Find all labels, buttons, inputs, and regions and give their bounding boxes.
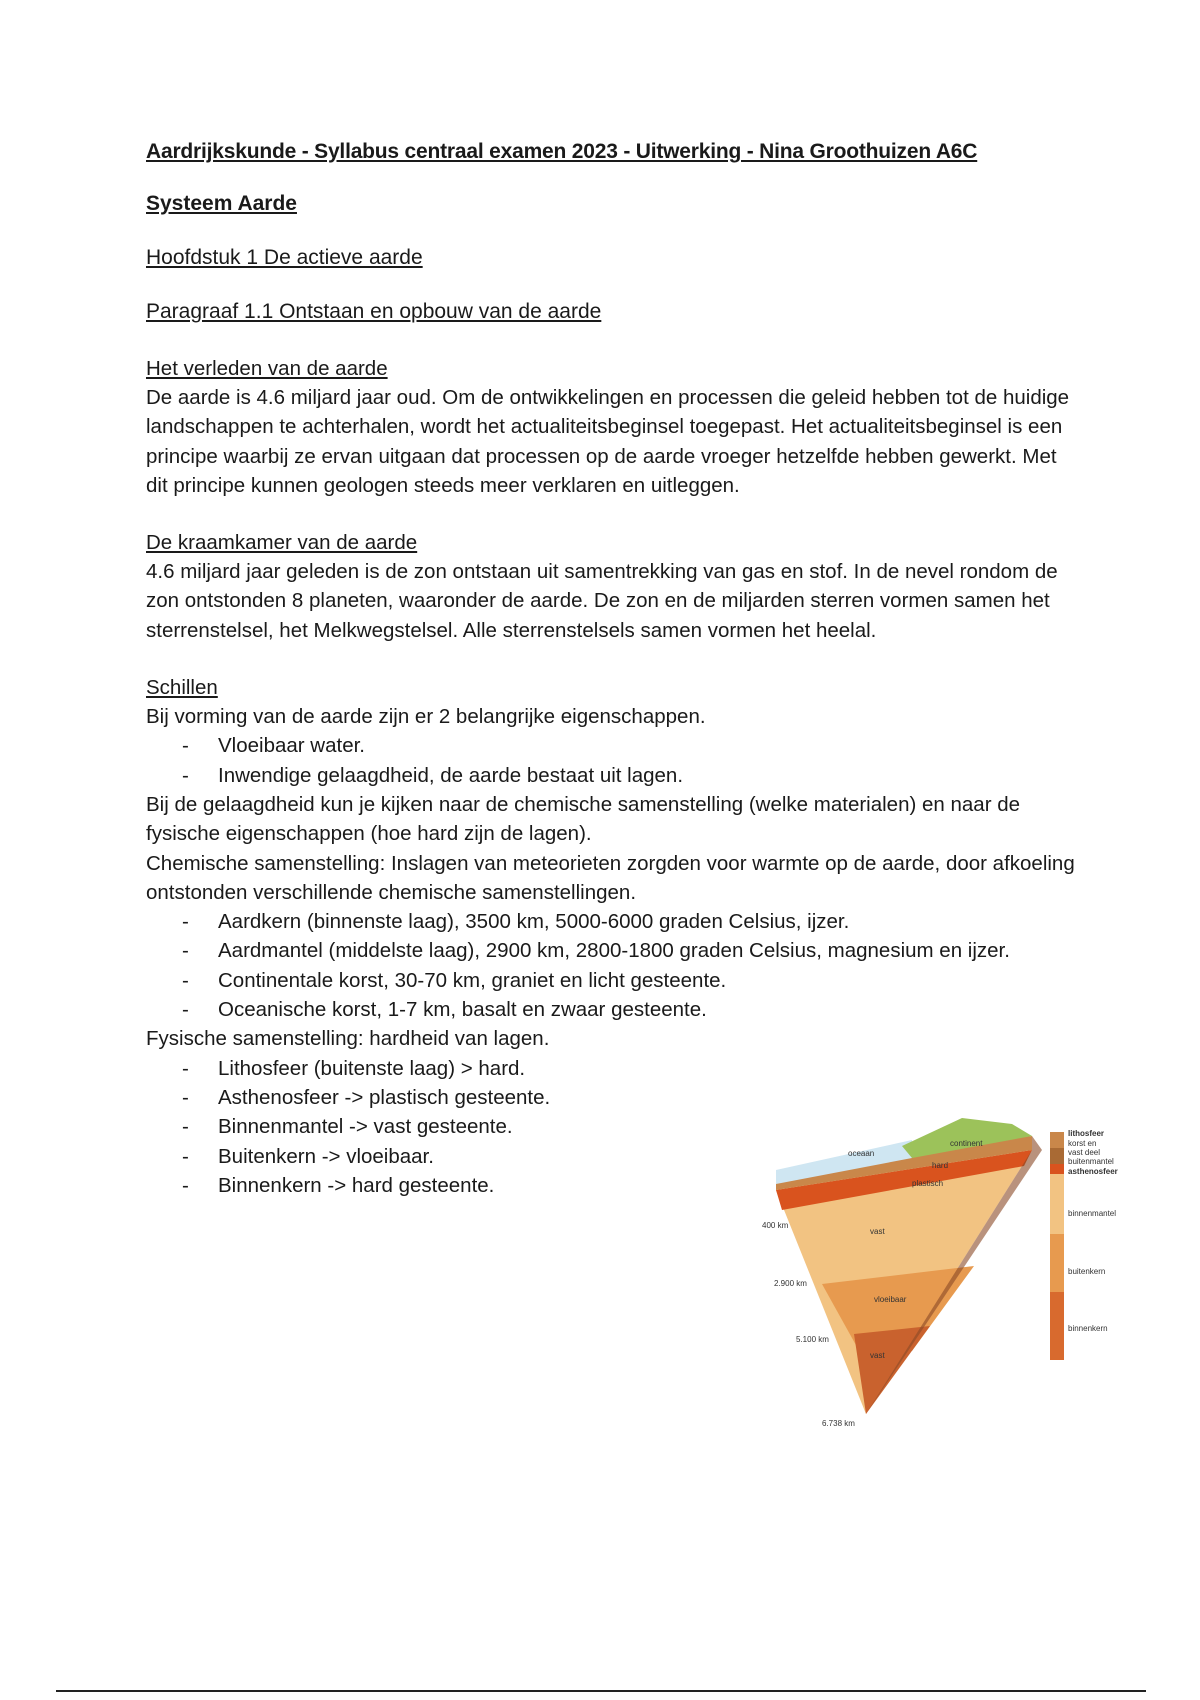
list-item: - Aardkern (binnenste laag), 3500 km, 5000-6000 graden Celsius, ijzer. (146, 907, 1076, 936)
paragraph-heading: Paragraaf 1.1 Ontstaan en opbouw van de aarde (146, 300, 602, 323)
page-bottom-rule (56, 1690, 1146, 1692)
kraamkamer-heading: De kraamkamer van de aarde (146, 531, 418, 555)
legend-buitenmantel: buitenmantel (1068, 1157, 1114, 1166)
ocean-label: oceaan (848, 1149, 875, 1158)
list-item: - Asthenosfeer -> plastisch gesteente. (146, 1083, 738, 1112)
chapter-heading: Hoofdstuk 1 De actieve aarde (146, 246, 423, 269)
verleden-heading: Het verleden van de aarde (146, 357, 388, 380)
legend-swatch (1050, 1292, 1064, 1360)
list-item: - Inwendige gelaagdheid, de aarde bestaat uit lagen. (146, 761, 1076, 790)
list-item: - Binnenkern -> hard gesteente. (146, 1171, 738, 1200)
schillen-heading: Schillen (146, 676, 218, 700)
list-item: - Binnenmantel -> vast gesteente. (146, 1112, 738, 1141)
legend-binnenkern: binnenkern (1068, 1324, 1108, 1333)
depth-label: 2.900 km (774, 1279, 807, 1288)
list-item: - Vloeibaar water. (146, 731, 1076, 760)
section-kraamkamer (146, 528, 1076, 645)
depth-label: 5.100 km (796, 1335, 829, 1344)
legend-binnenmantel: binnenmantel (1068, 1209, 1117, 1218)
hard-label: hard (932, 1161, 949, 1170)
legend-korst: korst en (1068, 1139, 1097, 1148)
document-page (146, 140, 1076, 1228)
depth-label: 400 km (762, 1221, 789, 1230)
continent-label: continent (950, 1139, 983, 1148)
section-heading: Systeem Aarde (146, 192, 297, 215)
properties-list (146, 731, 1076, 790)
list-item: - Continentale korst, 30-70 km, graniet en licht gesteente. (146, 966, 738, 995)
vast-core-label: vast (870, 1351, 885, 1360)
legend-asthenosfeer: asthenosfeer (1068, 1167, 1118, 1176)
kraamkamer-text: 4.6 miljard jaar geleden is de zon ontstaan uit samentrekking van gas en stof. In de nevel rondom de zon ontstonden 8 planeten, waaronder de aarde. De zon en de miljarden sterren vormen samen het sterrenstelsel, het Melkwegstelsel. Alle sterrenstelsels samen vormen het heelal. (146, 560, 1058, 642)
depth-label: 6.738 km (822, 1419, 855, 1426)
legend-swatch (1050, 1234, 1064, 1292)
chemisch-text: Chemische samenstelling: Inslagen van meteorieten zorgden voor warmte op de aarde, door afkoeling ontstonden verschillende chemische samenstellingen. (146, 851, 1075, 904)
gelaagdheid-text: Bij de gelaagdheid kun je kijken naar de chemische samenstelling (welke materialen) en naar de fysische eigenschappen (hoe hard zijn de lagen). (146, 792, 1021, 846)
vast-label: vast (870, 1227, 885, 1236)
legend-vast-deel: vast deel (1068, 1148, 1101, 1157)
legend-swatch (1050, 1148, 1064, 1164)
earth-layers-diagram (762, 1106, 1134, 1426)
document-title: Aardrijkskunde - Syllabus centraal examen 2023 - Uitwerking - Nina Groothuizen A6C (146, 140, 978, 163)
fysisch-text: Fysische samenstelling: hardheid van lagen. (146, 1027, 550, 1051)
plastisch-label: plastisch (912, 1179, 944, 1188)
earth-layers-svg (762, 1106, 1134, 1426)
legend-lithosfeer: lithosfeer (1068, 1129, 1105, 1138)
list-item: - Buitenkern -> vloeibaar. (146, 1142, 738, 1171)
legend-swatch (1050, 1132, 1064, 1148)
chemisch-list (146, 907, 1076, 1024)
legend-buitenkern: buitenkern (1068, 1267, 1106, 1276)
list-item: - Lithosfeer (buitenste laag) > hard. (146, 1054, 738, 1083)
vloeibaar-label: vloeibaar (874, 1295, 907, 1304)
section-verleden (146, 354, 1076, 500)
legend-swatch (1050, 1164, 1064, 1174)
legend-swatch (1050, 1174, 1064, 1234)
list-item: - Oceanische korst, 1-7 km, basalt en zwaar gesteente. (146, 995, 738, 1024)
list-item: - Aardmantel (middelste laag), 2900 km, 2800-1800 graden Celsius, magnesium en ijzer. (146, 936, 1076, 965)
schillen-intro: Bij vorming van de aarde zijn er 2 belangrijke eigenschappen. (146, 705, 706, 729)
verleden-text: De aarde is 4.6 miljard jaar oud. Om de ontwikkelingen en processen die geleid hebben tot de huidige landschappen te achterhalen, wordt het actualiteitsbeginsel toegepast. Het actualiteitsbeginsel is een principe waarbij ze ervan uitgaan dat processen op de aarde vroeger hetzelfde hebben gewerkt. Met dit principe kunnen geologen steeds meer verklaren en uitleggen. (146, 386, 1070, 497)
inner-core-shape (854, 1326, 930, 1414)
